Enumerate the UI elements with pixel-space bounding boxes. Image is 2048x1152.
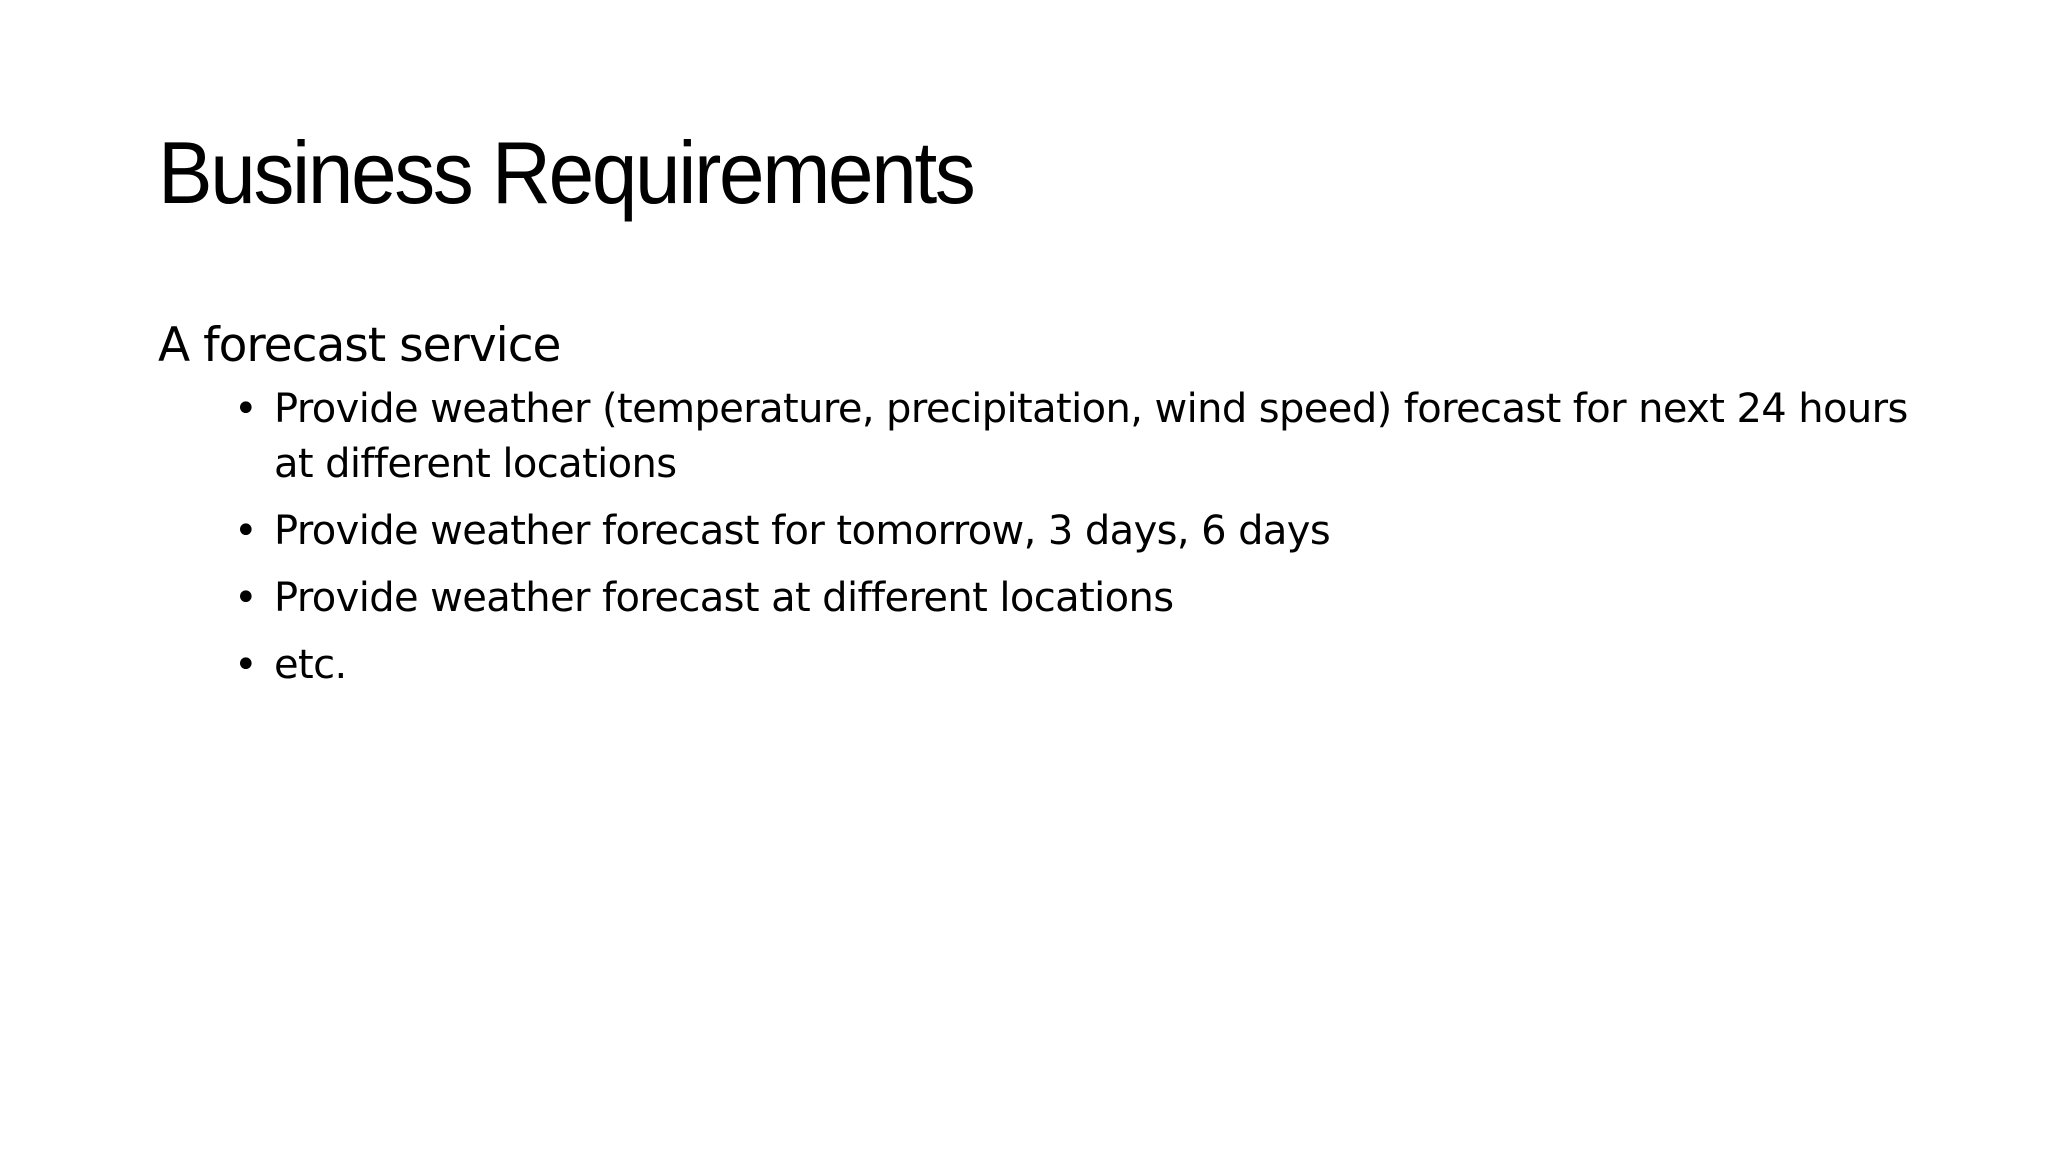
bullet-text: Provide weather (temperature, precipitation, wind speed) forecast for next 24 hours at different locations — [274, 386, 1908, 487]
bullet-marker: • — [234, 642, 257, 688]
bullet-item — [158, 638, 1958, 693]
section-heading: A forecast service — [158, 318, 561, 373]
bullet-item — [158, 504, 1958, 559]
bullet-marker: • — [234, 508, 257, 554]
bullet-text: Provide weather forecast at different locations — [274, 575, 1174, 621]
slide-title: Business Requirements — [158, 123, 974, 222]
bullet-marker: • — [234, 575, 257, 621]
bullet-text: Provide weather forecast for tomorrow, 3 days, 6 days — [274, 508, 1331, 554]
bullet-item — [158, 571, 1958, 626]
slide-content — [158, 314, 1958, 705]
bullet-list — [158, 382, 1958, 693]
bullet-text: etc. — [274, 642, 347, 688]
bullet-marker: • — [234, 386, 257, 432]
bullet-item — [158, 382, 1958, 492]
